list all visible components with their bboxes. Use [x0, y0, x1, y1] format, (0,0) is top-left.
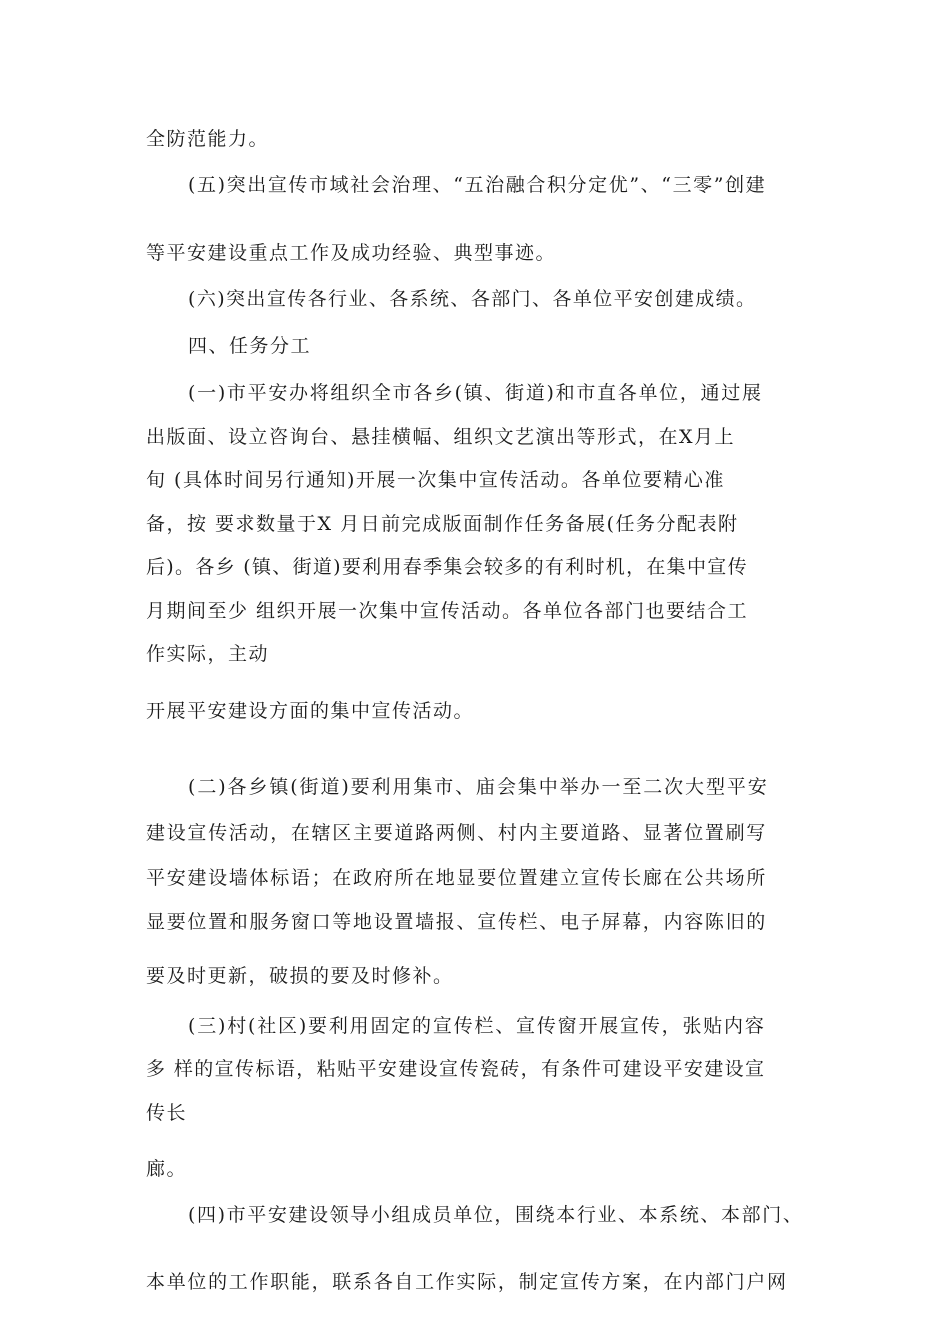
text-line: 旬 (具体时间另行通知)开展一次集中宣传活动。各单位要精心准	[146, 469, 725, 491]
text-line: 廊。	[146, 1158, 188, 1180]
section-heading: 四、任务分工	[188, 335, 312, 357]
text-line: 平安建设墙体标语；在政府所在地显要位置建立宣传长廊在公共场所	[146, 867, 768, 889]
text-line: 全防范能力。	[146, 128, 270, 150]
text-line: 本单位的工作职能，联系各自工作实际，制定宣传方案，在内部门户网	[146, 1271, 788, 1293]
text-line: (五)突出宣传市域社会治理、“五治融合积分定优”、“三零”创建	[188, 174, 767, 196]
text-line: 传长	[146, 1102, 188, 1124]
text-line: 要及时更新，破损的要及时修补。	[146, 965, 454, 987]
text-line: 建设宣传活动，在辖区主要道路两侧、村内主要道路、显著位置刷写	[146, 822, 768, 844]
text-line: (一)市平安办将组织全市各乡(镇、街道)和市直各单位，通过展	[188, 382, 763, 404]
text-line: (六)突出宣传各行业、各系统、各部门、各单位平安创建成绩。	[188, 288, 757, 310]
text-line: 开展平安建设方面的集中宣传活动。	[146, 700, 475, 722]
text-line: 备，按 要求数量于X 月日前完成版面制作任务备展(任务分配表附	[146, 513, 739, 535]
text-line: (二)各乡镇(街道)要利用集市、庙会集中举办一至二次大型平安	[188, 776, 769, 798]
text-line: 月期间至少 组织开展一次集中宣传活动。各单位各部门也要结合工	[146, 600, 749, 622]
text-line: (三)村(社区)要利用固定的宣传栏、宣传窗开展宣传，张贴内容	[188, 1015, 766, 1037]
text-line: 等平安建设重点工作及成功经验、典型事迹。	[146, 242, 557, 264]
text-line: 后)。各乡 (镇、街道)要利用春季集会较多的有利时机，在集中宣传	[146, 556, 748, 578]
text-line: 显要位置和服务窗口等地设置墙报、宣传栏、电子屏幕，内容陈旧的	[146, 911, 768, 933]
text-line: (四)市平安建设领导小组成员单位，围绕本行业、本系统、本部门、	[188, 1204, 804, 1226]
text-line: 多 样的宣传标语，粘贴平安建设宣传瓷砖，有条件可建设平安建设宣	[146, 1058, 766, 1080]
text-line: 出版面、设立咨询台、悬挂横幅、组织文艺演出等形式，在X月上	[146, 426, 736, 448]
text-line: 作实际，主动	[146, 643, 270, 665]
